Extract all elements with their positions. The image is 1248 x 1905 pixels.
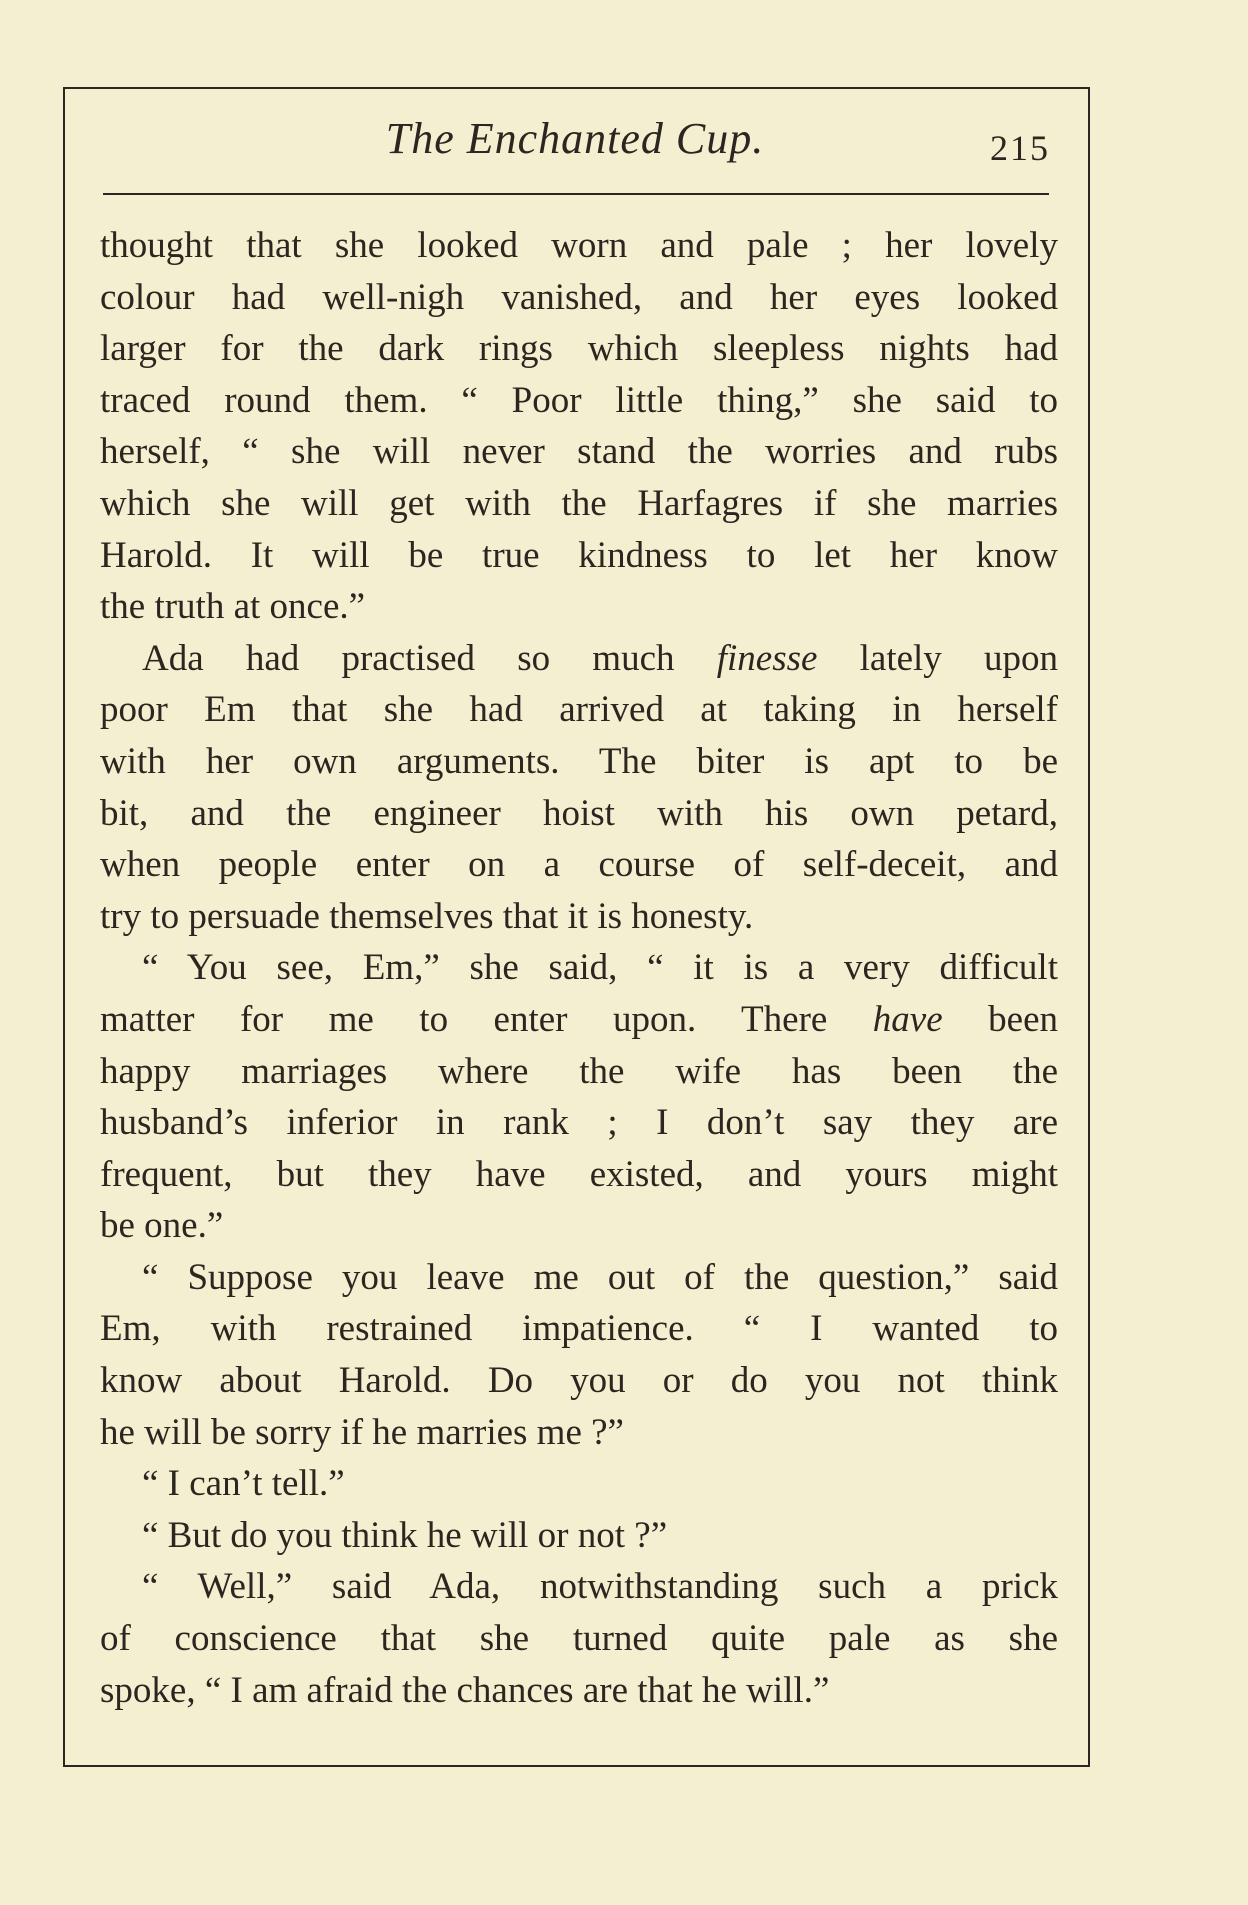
- text-line: Em, with restrained impatience. “ I wanted to: [100, 1308, 1058, 1350]
- header-rule: [103, 193, 1049, 195]
- text-line: “ Suppose you leave me out of the question,” said: [142, 1256, 1058, 1298]
- text-line: “ But do you think he will or not ?”: [142, 1514, 668, 1556]
- italic-word: finesse: [716, 637, 818, 679]
- paragraph: [100, 942, 1058, 1252]
- text-segment: been: [988, 998, 1058, 1040]
- body-text: [100, 220, 1058, 1716]
- text-line: “ I can’t tell.”: [142, 1463, 345, 1505]
- text-line: herself, “ she will never stand the worries and rubs: [100, 431, 1058, 473]
- text-line: traced round them. “ Poor little thing,” she said to: [100, 379, 1058, 421]
- italic-word: have: [872, 998, 943, 1040]
- text-line: know about Harold. Do you or do you not think: [100, 1360, 1058, 1402]
- text-line: larger for the dark rings which sleepless nights had: [100, 328, 1058, 370]
- text-line: happy marriages where the wife has been the: [100, 1050, 1058, 1092]
- paragraph: [100, 1510, 1058, 1562]
- text-line: bit, and the engineer hoist with his own petard,: [100, 792, 1058, 834]
- paragraph: [100, 633, 1058, 943]
- running-head: [100, 113, 1050, 173]
- text-line: of conscience that she turned quite pale as she: [100, 1618, 1058, 1660]
- text-line: spoke, “ I am afraid the chances are that he will.”: [100, 1669, 830, 1711]
- text-line: husband’s inferior in rank ; I don’t say they are: [100, 1102, 1058, 1144]
- text-line: [100, 994, 1058, 1046]
- text-line: “ You see, Em,” she said, “ it is a very difficult: [142, 947, 1058, 989]
- page-number: 215: [990, 128, 1050, 168]
- text-line: be one.”: [100, 1205, 224, 1247]
- text-line: colour had well-nigh vanished, and her eyes looked: [100, 276, 1058, 318]
- text-line: when people enter on a course of self-deceit, and: [100, 844, 1058, 886]
- text-line: Harold. It will be true kindness to let her know: [100, 534, 1058, 576]
- text-line: frequent, but they have existed, and yours might: [100, 1153, 1058, 1195]
- text-line: with her own arguments. The biter is apt to be: [100, 740, 1058, 782]
- text-segment: Ada had practised so much: [142, 637, 675, 679]
- paragraph: [100, 1561, 1058, 1716]
- text-line: he will be sorry if he marries me ?”: [100, 1411, 624, 1453]
- paragraph: [100, 1458, 1058, 1510]
- text-line: try to persuade themselves that it is honesty.: [100, 895, 754, 937]
- page-title: The Enchanted Cup.: [385, 114, 765, 163]
- text-line: poor Em that she had arrived at taking in herself: [100, 689, 1058, 731]
- text-segment: matter for me to enter upon. There: [100, 998, 828, 1040]
- paragraph: [100, 220, 1058, 633]
- text-line: [100, 633, 1058, 685]
- paragraph: [100, 1252, 1058, 1458]
- text-line: “ Well,” said Ada, notwithstanding such a prick: [142, 1566, 1058, 1608]
- text-line: thought that she looked worn and pale ; her lovely: [100, 225, 1058, 266]
- text-line: which she will get with the Harfagres if she marries: [100, 482, 1058, 524]
- text-line: the truth at once.”: [100, 586, 366, 628]
- text-segment: lately upon: [859, 637, 1059, 679]
